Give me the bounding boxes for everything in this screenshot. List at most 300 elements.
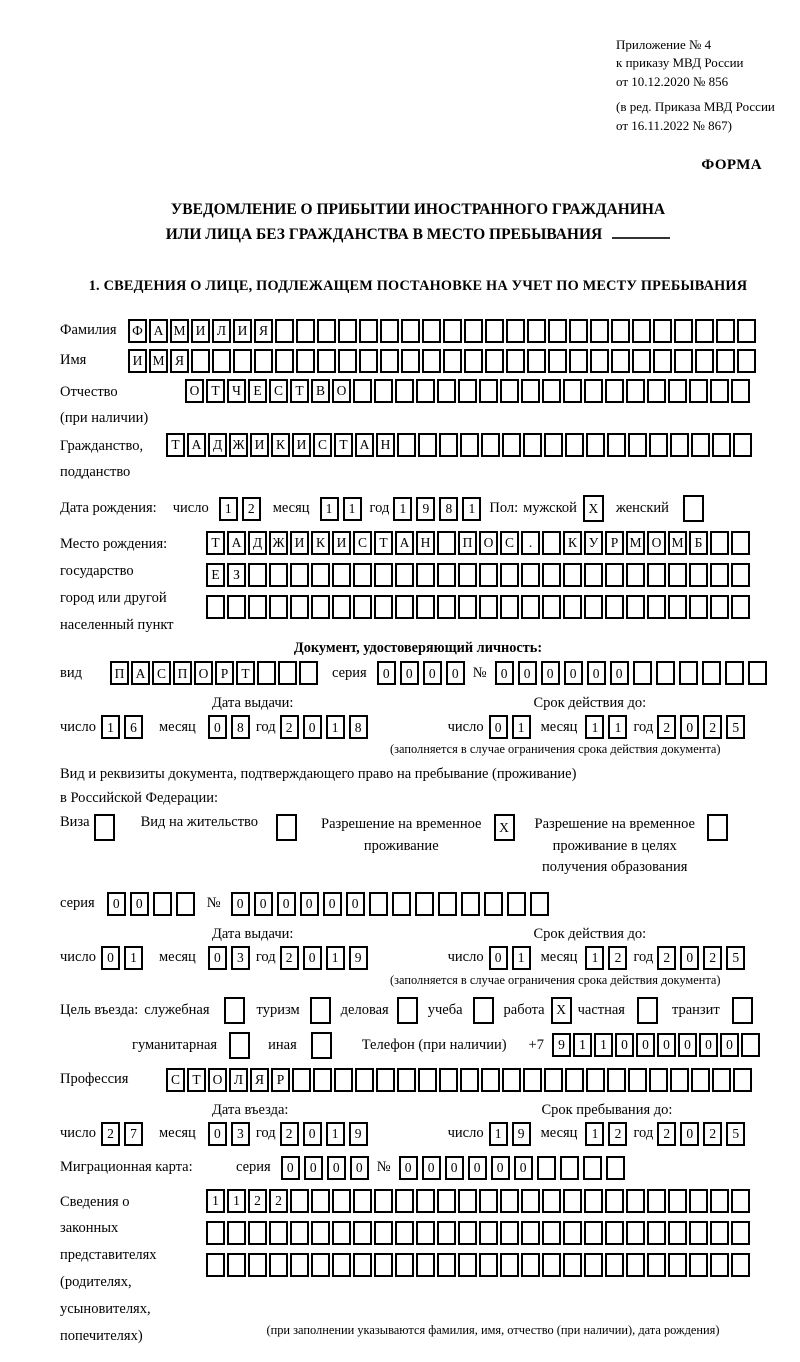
cell[interactable] bbox=[689, 1253, 708, 1277]
cell[interactable] bbox=[626, 1253, 645, 1277]
cell[interactable] bbox=[605, 379, 624, 403]
cell[interactable]: 0 bbox=[303, 1122, 322, 1146]
cell[interactable] bbox=[395, 1189, 414, 1213]
cell[interactable]: О bbox=[647, 531, 666, 555]
cell[interactable] bbox=[353, 379, 372, 403]
cell[interactable]: Т bbox=[206, 531, 225, 555]
cell[interactable]: 0 bbox=[699, 1033, 718, 1057]
cell[interactable]: 0 bbox=[350, 1156, 369, 1180]
cell[interactable] bbox=[586, 1068, 605, 1092]
cell[interactable] bbox=[458, 595, 477, 619]
cell[interactable] bbox=[605, 595, 624, 619]
cell[interactable] bbox=[731, 595, 750, 619]
cell[interactable] bbox=[311, 1221, 330, 1245]
cell[interactable] bbox=[369, 892, 388, 916]
cell[interactable] bbox=[668, 1221, 687, 1245]
cell[interactable] bbox=[392, 892, 411, 916]
cell[interactable] bbox=[380, 349, 399, 373]
cell[interactable] bbox=[438, 892, 457, 916]
cell[interactable] bbox=[563, 1253, 582, 1277]
cell[interactable]: 1 bbox=[585, 1122, 604, 1146]
cell[interactable]: 1 bbox=[343, 497, 362, 521]
cell[interactable]: 8 bbox=[231, 715, 250, 739]
cell[interactable]: 5 bbox=[726, 946, 745, 970]
cell[interactable]: А bbox=[187, 433, 206, 457]
cell[interactable] bbox=[269, 1221, 288, 1245]
cell[interactable] bbox=[227, 1221, 246, 1245]
cell[interactable] bbox=[248, 1221, 267, 1245]
cell[interactable] bbox=[731, 563, 750, 587]
cell[interactable]: 0 bbox=[514, 1156, 533, 1180]
cell[interactable]: М bbox=[626, 531, 645, 555]
cell[interactable] bbox=[611, 349, 630, 373]
cell[interactable]: 9 bbox=[349, 946, 368, 970]
cell[interactable] bbox=[702, 661, 721, 685]
cell[interactable] bbox=[437, 595, 456, 619]
cell[interactable] bbox=[485, 349, 504, 373]
cell[interactable] bbox=[317, 349, 336, 373]
cell[interactable] bbox=[725, 661, 744, 685]
cell[interactable] bbox=[691, 1068, 710, 1092]
cell[interactable]: 2 bbox=[280, 946, 299, 970]
cell[interactable]: X bbox=[583, 495, 604, 522]
cell[interactable]: Я bbox=[170, 349, 189, 373]
cell[interactable] bbox=[523, 1068, 542, 1092]
cell[interactable] bbox=[710, 379, 729, 403]
cell[interactable]: 2 bbox=[608, 946, 627, 970]
cell[interactable]: П bbox=[458, 531, 477, 555]
cell[interactable] bbox=[628, 433, 647, 457]
cell[interactable] bbox=[611, 319, 630, 343]
cell[interactable] bbox=[296, 319, 315, 343]
cell[interactable] bbox=[206, 595, 225, 619]
cell[interactable] bbox=[731, 531, 750, 555]
cell[interactable] bbox=[269, 1253, 288, 1277]
cell[interactable]: Д bbox=[208, 433, 227, 457]
cell[interactable]: 9 bbox=[349, 1122, 368, 1146]
cell[interactable]: 0 bbox=[399, 1156, 418, 1180]
cell[interactable]: 9 bbox=[512, 1122, 531, 1146]
cell[interactable]: С bbox=[353, 531, 372, 555]
cell[interactable] bbox=[741, 1033, 760, 1057]
cell[interactable] bbox=[584, 563, 603, 587]
cell[interactable]: 1 bbox=[206, 1189, 225, 1213]
cell[interactable]: 1 bbox=[101, 715, 120, 739]
cell[interactable]: 1 bbox=[393, 497, 412, 521]
cell[interactable] bbox=[691, 433, 710, 457]
cell[interactable]: 6 bbox=[124, 715, 143, 739]
cell[interactable]: . bbox=[521, 531, 540, 555]
cell[interactable] bbox=[338, 319, 357, 343]
cell[interactable]: 0 bbox=[208, 715, 227, 739]
cell[interactable] bbox=[584, 379, 603, 403]
cell[interactable] bbox=[748, 661, 767, 685]
cell[interactable] bbox=[647, 595, 666, 619]
cell[interactable] bbox=[299, 661, 318, 685]
cell[interactable] bbox=[224, 997, 245, 1024]
cell[interactable]: 0 bbox=[495, 661, 514, 685]
cell[interactable] bbox=[443, 319, 462, 343]
cell[interactable] bbox=[683, 495, 704, 522]
cell[interactable]: 0 bbox=[327, 1156, 346, 1180]
cell[interactable] bbox=[710, 595, 729, 619]
cell[interactable]: Я bbox=[250, 1068, 269, 1092]
cell[interactable] bbox=[292, 1068, 311, 1092]
cell[interactable] bbox=[656, 661, 675, 685]
cell[interactable] bbox=[313, 1068, 332, 1092]
cell[interactable] bbox=[276, 814, 297, 841]
cell[interactable] bbox=[269, 595, 288, 619]
cell[interactable] bbox=[527, 319, 546, 343]
cell[interactable] bbox=[458, 1221, 477, 1245]
cell[interactable]: Т bbox=[187, 1068, 206, 1092]
cell[interactable] bbox=[607, 433, 626, 457]
cell[interactable] bbox=[695, 319, 714, 343]
cell[interactable] bbox=[479, 1221, 498, 1245]
cell[interactable]: 2 bbox=[657, 715, 676, 739]
cell[interactable] bbox=[590, 349, 609, 373]
cell[interactable]: Т bbox=[290, 379, 309, 403]
cell[interactable] bbox=[229, 1032, 250, 1059]
cell[interactable]: Д bbox=[248, 531, 267, 555]
cell[interactable]: 0 bbox=[489, 715, 508, 739]
cell[interactable] bbox=[710, 1189, 729, 1213]
cell[interactable] bbox=[502, 433, 521, 457]
cell[interactable]: М bbox=[149, 349, 168, 373]
cell[interactable] bbox=[458, 379, 477, 403]
cell[interactable]: 0 bbox=[491, 1156, 510, 1180]
cell[interactable] bbox=[443, 349, 462, 373]
cell[interactable] bbox=[458, 1189, 477, 1213]
cell[interactable]: 2 bbox=[280, 1122, 299, 1146]
cell[interactable] bbox=[530, 892, 549, 916]
cell[interactable] bbox=[542, 379, 561, 403]
cell[interactable] bbox=[647, 1221, 666, 1245]
cell[interactable] bbox=[689, 379, 708, 403]
cell[interactable] bbox=[332, 1221, 351, 1245]
cell[interactable]: К bbox=[311, 531, 330, 555]
cell[interactable]: 0 bbox=[400, 661, 419, 685]
cell[interactable]: О bbox=[332, 379, 351, 403]
cell[interactable]: 1 bbox=[320, 497, 339, 521]
cell[interactable]: 1 bbox=[219, 497, 238, 521]
cell[interactable] bbox=[380, 319, 399, 343]
cell[interactable]: 0 bbox=[680, 1122, 699, 1146]
cell[interactable]: 1 bbox=[489, 1122, 508, 1146]
cell[interactable] bbox=[374, 563, 393, 587]
cell[interactable] bbox=[395, 595, 414, 619]
cell[interactable]: И bbox=[233, 319, 252, 343]
cell[interactable]: О bbox=[208, 1068, 227, 1092]
cell[interactable] bbox=[94, 814, 115, 841]
cell[interactable] bbox=[731, 1189, 750, 1213]
cell[interactable] bbox=[716, 319, 735, 343]
cell[interactable]: 0 bbox=[101, 946, 120, 970]
cell[interactable] bbox=[359, 319, 378, 343]
cell[interactable]: 0 bbox=[304, 1156, 323, 1180]
cell[interactable] bbox=[479, 1189, 498, 1213]
cell[interactable] bbox=[227, 595, 246, 619]
cell[interactable] bbox=[206, 1221, 225, 1245]
cell[interactable]: 0 bbox=[300, 892, 319, 916]
cell[interactable]: 0 bbox=[208, 1122, 227, 1146]
cell[interactable] bbox=[296, 349, 315, 373]
cell[interactable] bbox=[290, 563, 309, 587]
cell[interactable] bbox=[355, 1068, 374, 1092]
cell[interactable]: 0 bbox=[720, 1033, 739, 1057]
cell[interactable]: 0 bbox=[564, 661, 583, 685]
cell[interactable]: Л bbox=[212, 319, 231, 343]
cell[interactable] bbox=[397, 997, 418, 1024]
cell[interactable] bbox=[500, 1221, 519, 1245]
cell[interactable] bbox=[633, 661, 652, 685]
cell[interactable] bbox=[670, 433, 689, 457]
cell[interactable] bbox=[647, 1253, 666, 1277]
cell[interactable] bbox=[544, 433, 563, 457]
cell[interactable] bbox=[485, 319, 504, 343]
cell[interactable] bbox=[668, 1253, 687, 1277]
cell[interactable] bbox=[628, 1068, 647, 1092]
cell[interactable] bbox=[563, 595, 582, 619]
cell[interactable] bbox=[290, 1253, 309, 1277]
cell[interactable] bbox=[733, 433, 752, 457]
cell[interactable] bbox=[569, 319, 588, 343]
cell[interactable] bbox=[458, 563, 477, 587]
cell[interactable] bbox=[548, 319, 567, 343]
cell[interactable] bbox=[542, 595, 561, 619]
cell[interactable] bbox=[464, 319, 483, 343]
cell[interactable] bbox=[311, 1032, 332, 1059]
cell[interactable]: 1 bbox=[227, 1189, 246, 1213]
cell[interactable] bbox=[359, 349, 378, 373]
cell[interactable]: З bbox=[227, 563, 246, 587]
cell[interactable] bbox=[422, 349, 441, 373]
cell[interactable]: 0 bbox=[541, 661, 560, 685]
cell[interactable] bbox=[584, 1221, 603, 1245]
cell[interactable]: 0 bbox=[636, 1033, 655, 1057]
cell[interactable]: И bbox=[128, 349, 147, 373]
cell[interactable]: 0 bbox=[323, 892, 342, 916]
cell[interactable] bbox=[317, 319, 336, 343]
cell[interactable]: 0 bbox=[423, 661, 442, 685]
cell[interactable] bbox=[460, 1068, 479, 1092]
cell[interactable]: Я bbox=[254, 319, 273, 343]
cell[interactable]: 0 bbox=[489, 946, 508, 970]
cell[interactable]: А bbox=[395, 531, 414, 555]
cell[interactable]: 0 bbox=[277, 892, 296, 916]
cell[interactable]: Е bbox=[206, 563, 225, 587]
cell[interactable]: 1 bbox=[326, 946, 345, 970]
cell[interactable] bbox=[458, 1253, 477, 1277]
cell[interactable] bbox=[548, 349, 567, 373]
cell[interactable]: 0 bbox=[446, 661, 465, 685]
cell[interactable] bbox=[710, 531, 729, 555]
cell[interactable] bbox=[422, 319, 441, 343]
cell[interactable]: 0 bbox=[678, 1033, 697, 1057]
cell[interactable] bbox=[248, 595, 267, 619]
cell[interactable] bbox=[626, 595, 645, 619]
cell[interactable] bbox=[437, 1253, 456, 1277]
cell[interactable] bbox=[731, 1221, 750, 1245]
cell[interactable]: И bbox=[191, 319, 210, 343]
cell[interactable]: 0 bbox=[208, 946, 227, 970]
cell[interactable]: 1 bbox=[573, 1033, 592, 1057]
cell[interactable]: 3 bbox=[231, 1122, 250, 1146]
cell[interactable] bbox=[523, 433, 542, 457]
cell[interactable] bbox=[500, 595, 519, 619]
cell[interactable]: Л bbox=[229, 1068, 248, 1092]
cell[interactable]: С bbox=[166, 1068, 185, 1092]
cell[interactable] bbox=[191, 349, 210, 373]
cell[interactable] bbox=[334, 1068, 353, 1092]
cell[interactable] bbox=[584, 595, 603, 619]
cell[interactable]: 0 bbox=[445, 1156, 464, 1180]
cell[interactable] bbox=[647, 563, 666, 587]
cell[interactable]: И bbox=[250, 433, 269, 457]
cell[interactable]: 0 bbox=[377, 661, 396, 685]
cell[interactable] bbox=[395, 563, 414, 587]
cell[interactable] bbox=[668, 595, 687, 619]
cell[interactable] bbox=[257, 661, 276, 685]
cell[interactable] bbox=[374, 379, 393, 403]
cell[interactable] bbox=[311, 563, 330, 587]
cell[interactable]: 0 bbox=[281, 1156, 300, 1180]
cell[interactable]: X bbox=[551, 997, 572, 1024]
cell[interactable]: 1 bbox=[585, 946, 604, 970]
cell[interactable] bbox=[647, 1189, 666, 1213]
cell[interactable] bbox=[332, 563, 351, 587]
cell[interactable] bbox=[416, 595, 435, 619]
cell[interactable] bbox=[689, 1221, 708, 1245]
cell[interactable] bbox=[479, 379, 498, 403]
cell[interactable]: А bbox=[131, 661, 150, 685]
cell[interactable] bbox=[311, 1253, 330, 1277]
cell[interactable] bbox=[206, 1253, 225, 1277]
cell[interactable] bbox=[607, 1068, 626, 1092]
cell[interactable] bbox=[479, 595, 498, 619]
cell[interactable] bbox=[254, 349, 273, 373]
cell[interactable]: 2 bbox=[703, 1122, 722, 1146]
cell[interactable] bbox=[437, 379, 456, 403]
cell[interactable] bbox=[563, 1189, 582, 1213]
cell[interactable] bbox=[626, 1221, 645, 1245]
cell[interactable]: И bbox=[332, 531, 351, 555]
cell[interactable] bbox=[626, 563, 645, 587]
cell[interactable] bbox=[227, 1253, 246, 1277]
cell[interactable]: Р bbox=[271, 1068, 290, 1092]
cell[interactable]: 0 bbox=[107, 892, 126, 916]
cell[interactable]: Т bbox=[334, 433, 353, 457]
cell[interactable]: Н bbox=[416, 531, 435, 555]
cell[interactable] bbox=[332, 1253, 351, 1277]
cell[interactable]: С bbox=[269, 379, 288, 403]
cell[interactable]: 0 bbox=[303, 946, 322, 970]
cell[interactable] bbox=[395, 1221, 414, 1245]
cell[interactable] bbox=[560, 1156, 579, 1180]
cell[interactable]: С bbox=[152, 661, 171, 685]
cell[interactable] bbox=[500, 379, 519, 403]
cell[interactable] bbox=[521, 563, 540, 587]
cell[interactable] bbox=[416, 563, 435, 587]
cell[interactable]: Ф bbox=[128, 319, 147, 343]
cell[interactable]: М bbox=[170, 319, 189, 343]
cell[interactable] bbox=[479, 563, 498, 587]
cell[interactable] bbox=[632, 349, 651, 373]
cell[interactable]: 2 bbox=[703, 946, 722, 970]
cell[interactable]: 2 bbox=[657, 1122, 676, 1146]
cell[interactable] bbox=[439, 433, 458, 457]
cell[interactable] bbox=[479, 1253, 498, 1277]
cell[interactable]: 2 bbox=[703, 715, 722, 739]
cell[interactable]: 0 bbox=[231, 892, 250, 916]
cell[interactable] bbox=[637, 997, 658, 1024]
cell[interactable] bbox=[416, 1253, 435, 1277]
cell[interactable] bbox=[416, 1221, 435, 1245]
cell[interactable] bbox=[461, 892, 480, 916]
cell[interactable] bbox=[353, 563, 372, 587]
cell[interactable] bbox=[500, 563, 519, 587]
cell[interactable] bbox=[437, 531, 456, 555]
cell[interactable] bbox=[521, 1253, 540, 1277]
cell[interactable]: 0 bbox=[587, 661, 606, 685]
cell[interactable]: И bbox=[290, 531, 309, 555]
cell[interactable]: 0 bbox=[615, 1033, 634, 1057]
cell[interactable] bbox=[674, 319, 693, 343]
cell[interactable] bbox=[275, 319, 294, 343]
cell[interactable]: 0 bbox=[680, 715, 699, 739]
cell[interactable] bbox=[527, 349, 546, 373]
cell[interactable]: 5 bbox=[726, 1122, 745, 1146]
cell[interactable] bbox=[311, 595, 330, 619]
cell[interactable]: 1 bbox=[512, 715, 531, 739]
cell[interactable]: А bbox=[227, 531, 246, 555]
cell[interactable] bbox=[563, 563, 582, 587]
cell[interactable]: 0 bbox=[680, 946, 699, 970]
cell[interactable] bbox=[437, 563, 456, 587]
cell[interactable]: Т bbox=[236, 661, 255, 685]
cell[interactable] bbox=[626, 1189, 645, 1213]
cell[interactable] bbox=[353, 595, 372, 619]
cell[interactable]: 0 bbox=[518, 661, 537, 685]
cell[interactable] bbox=[397, 433, 416, 457]
cell[interactable]: 1 bbox=[326, 1122, 345, 1146]
cell[interactable]: У bbox=[584, 531, 603, 555]
cell[interactable] bbox=[563, 1221, 582, 1245]
cell[interactable]: 1 bbox=[608, 715, 627, 739]
cell[interactable] bbox=[233, 349, 252, 373]
cell[interactable] bbox=[353, 1221, 372, 1245]
cell[interactable]: X bbox=[494, 814, 515, 841]
cell[interactable]: С bbox=[313, 433, 332, 457]
cell[interactable]: 2 bbox=[657, 946, 676, 970]
cell[interactable] bbox=[542, 1189, 561, 1213]
cell[interactable]: 2 bbox=[280, 715, 299, 739]
cell[interactable]: И bbox=[292, 433, 311, 457]
cell[interactable] bbox=[521, 1189, 540, 1213]
cell[interactable]: 1 bbox=[585, 715, 604, 739]
cell[interactable]: Ч bbox=[227, 379, 246, 403]
cell[interactable]: 0 bbox=[130, 892, 149, 916]
cell[interactable]: 8 bbox=[349, 715, 368, 739]
cell[interactable] bbox=[521, 379, 540, 403]
cell[interactable]: 0 bbox=[657, 1033, 676, 1057]
cell[interactable] bbox=[712, 433, 731, 457]
cell[interactable] bbox=[153, 892, 172, 916]
cell[interactable] bbox=[521, 595, 540, 619]
cell[interactable]: 3 bbox=[231, 946, 250, 970]
cell[interactable]: Т bbox=[206, 379, 225, 403]
cell[interactable] bbox=[374, 1253, 393, 1277]
